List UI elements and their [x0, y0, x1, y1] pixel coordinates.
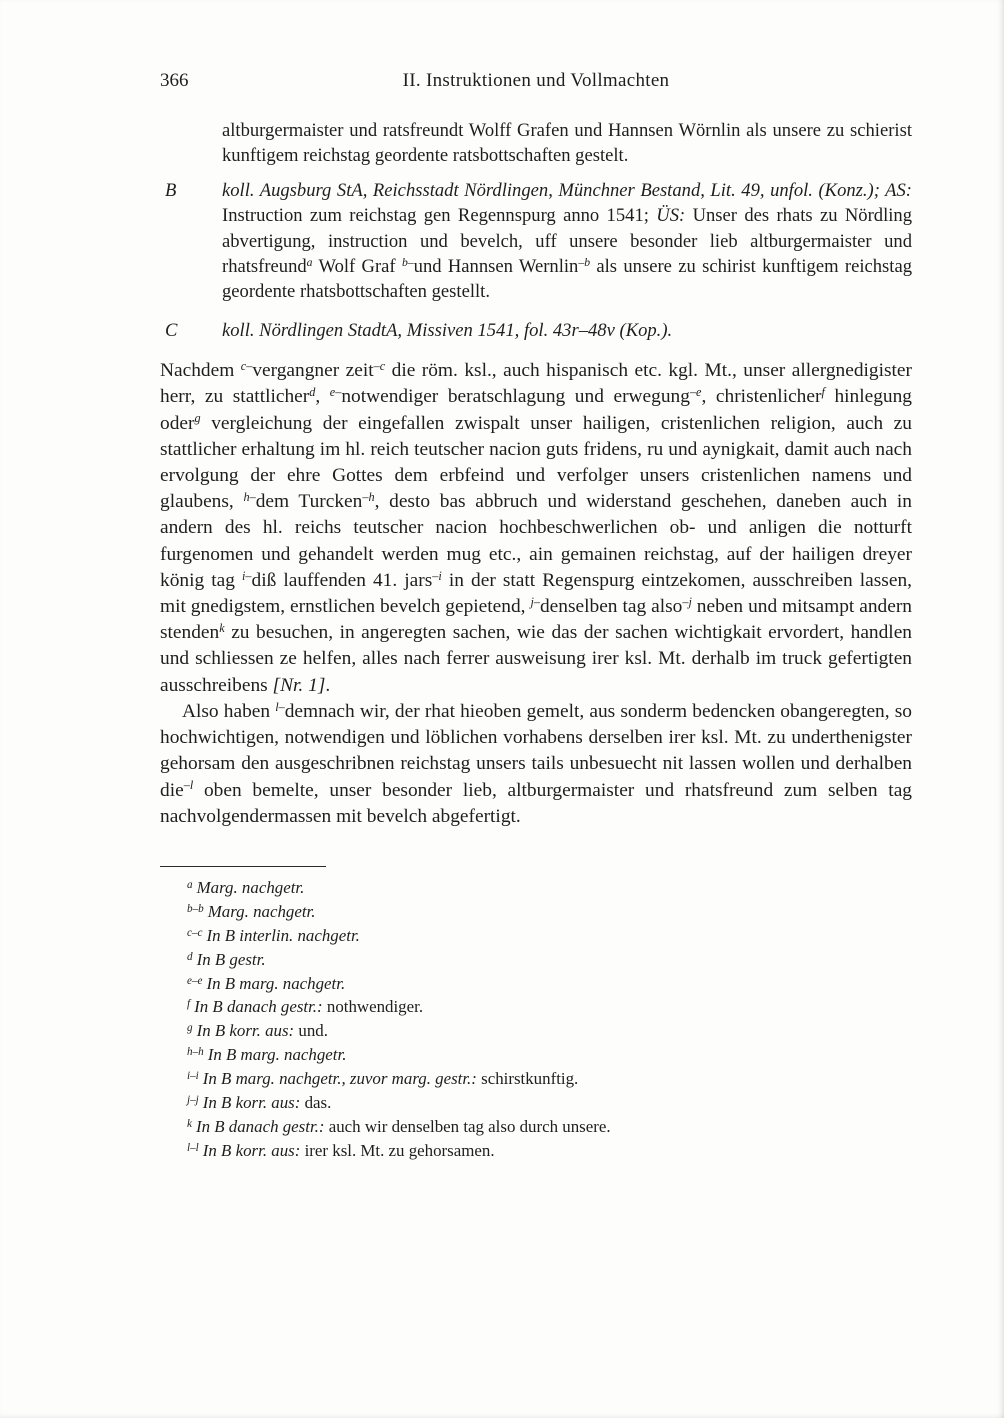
witness-entry-b — [165, 178, 912, 305]
text-segment: koll. Nördlingen StadtA, Missiven 1541, fol. 43r–48v (Kop.). — [222, 319, 673, 341]
body-paragraph-2 — [160, 699, 912, 830]
footnote-g — [160, 1019, 912, 1043]
note-reference: f — [821, 385, 825, 400]
text-segment: In B danach gestr.: — [194, 997, 323, 1017]
text-segment: Also haben — [182, 700, 276, 722]
text-segment: In B korr. aus: — [202, 1140, 301, 1160]
note-reference: e– — [329, 385, 342, 400]
witness-entry-c — [165, 318, 912, 343]
source-apparatus — [160, 118, 912, 343]
text-segment: . — [325, 674, 331, 696]
note-reference: k — [219, 620, 225, 635]
text-segment: ÜS: — [656, 205, 693, 227]
text-segment: irer ksl. Mt. zu gehorsamen. — [300, 1140, 495, 1160]
text-segment: dem Turcken — [255, 491, 363, 513]
body-paragraph-1 — [160, 358, 912, 699]
text-segment: [Nr. 1] — [272, 674, 326, 696]
footnote-marker: a — [187, 878, 193, 891]
note-reference: –e — [689, 385, 702, 400]
note-reference: b– — [401, 255, 414, 269]
footnote-separator-rule — [160, 866, 326, 867]
text-segment: , christenlicher — [701, 386, 822, 408]
page-number: 366 — [160, 70, 189, 91]
text-segment: Marg. nachgetr. — [207, 901, 316, 921]
footnote-marker: l–l — [187, 1141, 199, 1154]
note-reference: –l — [183, 778, 194, 793]
text-segment: nothwendiger. — [322, 997, 424, 1017]
text-segment: denselben tag also — [539, 596, 683, 618]
footnote-marker: j–j — [187, 1094, 199, 1107]
text-segment: notwendiger beratschlagung und erwegung — [341, 386, 690, 408]
text-segment: In B danach gestr.: — [195, 1116, 325, 1136]
critical-apparatus — [160, 866, 912, 1163]
note-reference: a — [306, 255, 313, 269]
text-segment: In B marg. nachgetr., zuvor marg. gestr.: — [202, 1069, 477, 1089]
footnote-b-b — [160, 900, 912, 924]
note-reference: –c — [373, 358, 386, 373]
text-segment: Instruction zum reichstag gen Regennspurg anno 1541; — [222, 205, 657, 227]
footnote-marker: h–h — [187, 1046, 204, 1059]
witness-siglum-c: C — [165, 319, 178, 341]
text-segment: In B korr. aus: — [196, 1021, 295, 1041]
main-text — [160, 358, 912, 830]
footnote-e-e — [160, 972, 912, 996]
note-reference: –j — [682, 594, 692, 609]
footnote-marker: b–b — [187, 902, 204, 915]
footnote-marker: k — [187, 1117, 192, 1130]
text-segment: und. — [294, 1021, 328, 1041]
note-reference: l– — [275, 699, 285, 714]
text-segment: In B marg. nachgetr. — [206, 973, 346, 993]
text-segment: In B korr. aus: — [202, 1093, 301, 1113]
text-segment: als unsere zu schirist kunftigem reichstag geordente rhatsbottschaften gestellt. — [222, 256, 912, 303]
footnote-d — [160, 948, 912, 972]
text-segment: neben und mitsampt andern stenden — [160, 596, 912, 644]
note-reference: d — [309, 385, 316, 400]
note-reference: c– — [240, 358, 253, 373]
footnote-marker: e–e — [187, 974, 203, 987]
text-segment: diß lauffenden 41. jars — [251, 569, 433, 591]
witness-siglum-b: B — [165, 179, 177, 201]
text-segment: in der statt Regenspurg eintzekomen, ausschreiben lassen, mit gnedigstem, ernstlichen bevelch gepietend, — [160, 569, 912, 618]
footnote-marker: i–i — [187, 1070, 199, 1083]
text-segment: Marg. nachgetr. — [196, 877, 305, 897]
footnote-marker: d — [187, 950, 193, 963]
note-reference: h– — [243, 489, 256, 504]
text-segment: demnach wir, der rhat hieoben gemelt, aus sonderm bedencken obangeregten, so hochwichtigen, notwendigen und löblichen vorhabens derselben irer ksl. Mt. zu underthenigster gehorsam den ausgeschribnen reichstag unsers tails unbesuecht nit lassen wollen und derhalben die — [160, 700, 912, 801]
text-segment: altburgermaister und ratsfreundt Wolff Grafen und Hannsen Wörnlin als unsere zu schierist kunftigem reichstag geordente ratsbottschaften gestelt. — [222, 120, 912, 167]
text-segment: oben bemelte, unser besonder lieb, altburgermaister und rhatsfreund zum selben tag nachvolgendermassen mit bevelch abgefertigt. — [160, 779, 912, 827]
text-segment: In B interlin. nachgetr. — [206, 925, 360, 945]
note-reference: –b — [578, 255, 591, 269]
note-reference: j– — [530, 594, 540, 609]
witness-description-b — [222, 178, 912, 305]
footnote-l-l — [160, 1139, 912, 1163]
text-segment: koll. Augsburg StA, Reichsstadt Nördlingen, Münchner Bestand, Lit. 49, unfol. (Konz.); AS: — [222, 179, 912, 201]
footnote-c-c — [160, 924, 912, 948]
footnote-marker: g — [187, 1022, 193, 1035]
running-header — [160, 70, 912, 94]
footnote-f — [160, 995, 912, 1019]
witness-entry-a-continuation — [222, 118, 912, 169]
note-reference: –h — [362, 489, 375, 504]
text-segment: schirstkunftig. — [476, 1069, 579, 1089]
text-segment: Nachdem — [160, 360, 241, 382]
footnote-j-j — [160, 1091, 912, 1115]
footnote-marker: f — [187, 998, 191, 1011]
footnote-marker: c–c — [187, 926, 203, 939]
footnote-k — [160, 1115, 912, 1139]
text-segment: das. — [300, 1093, 332, 1113]
text-segment: , — [315, 386, 330, 408]
note-reference: g — [194, 411, 201, 426]
footnote-a — [160, 876, 912, 900]
text-segment: hinlegung oder — [160, 386, 913, 434]
text-segment: die röm. ksl., auch hispanisch etc. kgl. Mt., unser allergnedigister herr, zu stattlicher — [160, 360, 912, 408]
witness-description-c — [222, 318, 912, 343]
text-segment: In B marg. nachgetr. — [207, 1045, 347, 1065]
text-segment: vergangner zeit — [252, 360, 374, 382]
text-segment: zu besuchen, in angeregten sachen, wie das der sachen wichtigkait ervordert, handlen und schliessen ze helfen, alles nach ferrer ausweisung irer ksl. Mt. derhalb im truck gefertigten ausschreibens — [160, 622, 912, 696]
text-segment: Wolf Graf — [312, 256, 402, 278]
text-segment: In B gestr. — [196, 949, 266, 969]
footnote-i-i — [160, 1067, 912, 1091]
text-segment: auch wir denselben tag also durch unsere. — [324, 1116, 611, 1136]
text-segment: und Hannsen Wernlin — [413, 256, 579, 278]
note-reference: i– — [242, 568, 252, 583]
text-segment: , desto bas abbruch und widerstand geschehen, daneben auch in andern des hl. reichs teutscher nacion hochbeschwerlichen ob- und anligen die notturft furgenomen und gehandelt werden mug etc., ain gemainen reichstag, auf der hailigen dreyer könig tag — [160, 491, 912, 591]
footnote-list — [160, 876, 912, 1163]
running-head-title: II. Instruktionen und Vollmachten — [402, 70, 670, 91]
footnote-h-h — [160, 1043, 912, 1067]
note-reference: –i — [432, 568, 442, 583]
text-segment: vergleichung der eingefallen zwispalt unser hailigen, cristenlichen religion, auch zu stattlicher erhaltung im hl. reich teutscher nacion guts fridens, ru und aynigkait, damit auch nach ervolgung der ehre Gottes dem erbfeind und verfolger unsers cristenlichen namens und glaubens, — [160, 412, 912, 513]
text-segment: Unser des rhats zu Nördling abvertigung, instruction und bevelch, uff unsere besonder lieb altburgermaister und rhatsfreund — [222, 205, 912, 278]
